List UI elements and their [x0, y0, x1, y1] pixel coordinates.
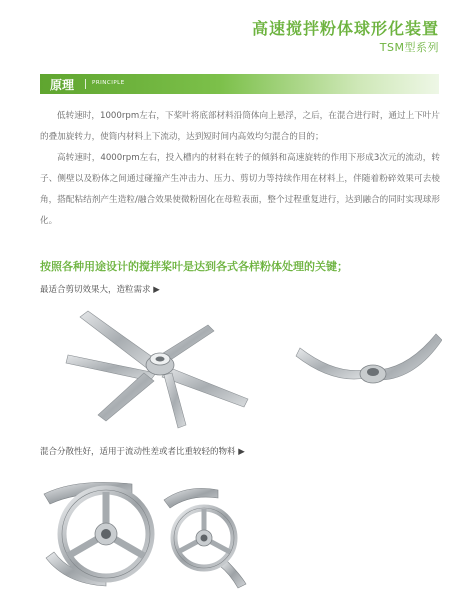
ring-blade-image: [36, 474, 248, 590]
principle-paragraph-high-speed: [40, 148, 440, 232]
blade-design-headline: 按照各种用途设计的搅拌桨叶是达到各式各样粉体处理的关键；: [40, 260, 348, 273]
caption-shear-granulation: 最适合剪切效果大，造粒需求 ▶: [40, 285, 160, 295]
four-arm-blade-image: [58, 303, 258, 433]
principle-text-2: 高转速时，4000rpm左右，投入槽内的材料在转子的倾斜和高速旋转的作用下形成3次元的流动，转子、侧壁以及粉体之间通过碰撞产生冲击力、压力、剪切力等持续作用在材料上，伴随着粉碎效果可去棱角，搭配粘结剂产生造粒/融合效果使微粉固化在母粒表面，整个过程重复进行，达到融合的同时实现球形化。: [40, 153, 440, 226]
principle-label-en: PRINCIPLE: [92, 80, 125, 86]
two-arm-blade-image: [294, 330, 442, 400]
principle-label: 原理: [50, 78, 75, 92]
principle-paragraph-low-speed: [40, 106, 440, 148]
principle-text-1: 低转速时，1000rpm左右，下桨叶将底部材料沿筒体向上悬浮，之后，在混合进行时，通过上下叶片的叠加旋转力，使筒内材料上下流动，达到短时间内高效均匀混合的目的；: [40, 111, 440, 142]
principle-section-bar: [40, 74, 439, 94]
page-title: 高速搅拌粉体球形化装置: [251, 19, 439, 38]
page-subtitle: TSM型系列: [379, 41, 439, 54]
caption-mixing-dispersion: 混合分散性好，适用于流动性差或者比重较轻的物料 ▶: [40, 447, 245, 457]
principle-divider: [85, 79, 86, 89]
